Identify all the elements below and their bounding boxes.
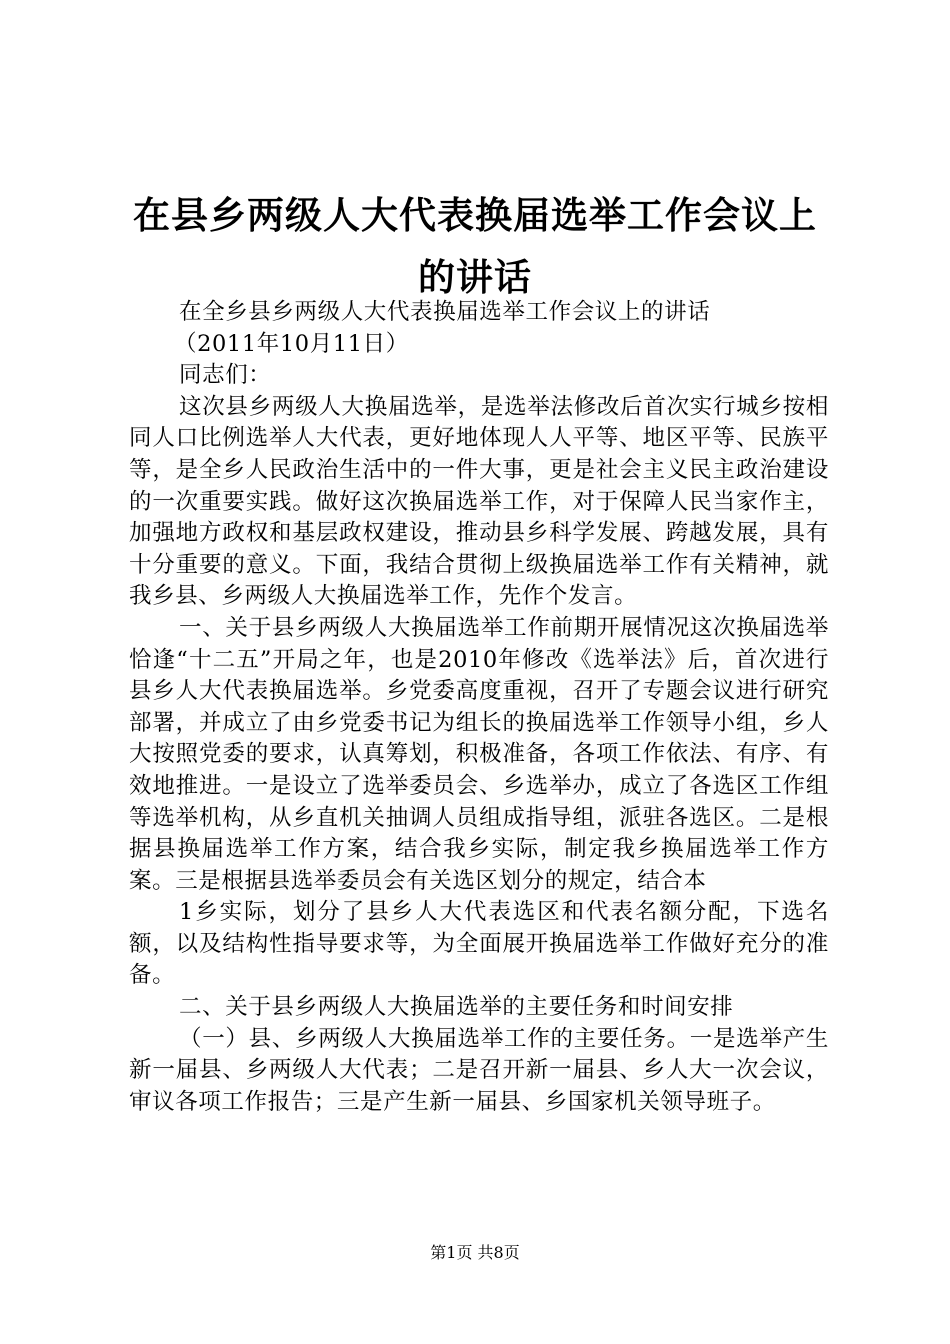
speech-date: （2011年10月11日） (174, 330, 409, 357)
paragraph-section-one: 一、关于县乡两级人大换届选举工作前期开展情况这次换届选举恰逢“十二五”开局之年，也是2010年修改《选举法》后，首次进行县乡人大代表换届选举。乡党委高度重视，召开了专题会议进行研究部署，并成立了由乡党委书记为组长的换届选举工作领导小组，乡人大按照党委的要求，认真筹划，积极准备，各项工作依法、有序、有效地推进。一是设立了选举委员会、乡选举办，成立了各选区工作组等选举机构，从乡直机关抽调人员组成指导组，派驻各选区。二是根据县换届选举工作方案，结合我乡实际，制定我乡换届选举工作方案。三是根据县选举委员会有关选区划分的规定，结合本 (129, 614, 829, 894)
document-title: 在县乡两级人大代表换届选举工作会议上的讲话 (133, 194, 817, 299)
salutation: 同志们： (179, 362, 272, 389)
page-footer: 第1页 共8页 (430, 1243, 520, 1262)
paragraph-intro: 这次县乡两级人大换届选举，是选举法修改后首次实行城乡按相同人口比例选举人大代表，更好地体现人人平等、地区平等、民族平等，是全乡人民政治生活中的一件大事，更是社会主义民主政治建设的一次重要实践。做好这次换届选举工作，对于保障人民当家作主，加强地方政权和基层政权建设，推动县乡科学发展、跨越发展，具有十分重要的意义。下面，我结合贯彻上级换届选举工作有关精神，就我乡县、乡两级人大换届选举工作，先作个发言。 (129, 393, 829, 610)
speech-heading: 在全乡县乡两级人大代表换届选举工作会议上的讲话 (179, 299, 711, 325)
paragraph-section-one-continued: 1乡实际，划分了县乡人大代表选区和代表名额分配，下选名额，以及结构性指导要求等，为全面展开换届选举工作做好充分的准备。 (129, 899, 829, 989)
paragraph-main-tasks: （一）县、乡两级人大换届选举工作的主要任务。一是选举产生新一届县、乡两级人大代表；二是召开新一届县、乡人大一次会议，审议各项工作报告；三是产生新一届县、乡国家机关领导班子。 (129, 1025, 829, 1115)
section-two-heading: 二、关于县乡两级人大换届选举的主要任务和时间安排 (179, 994, 734, 1021)
document-body (129, 297, 829, 1118)
